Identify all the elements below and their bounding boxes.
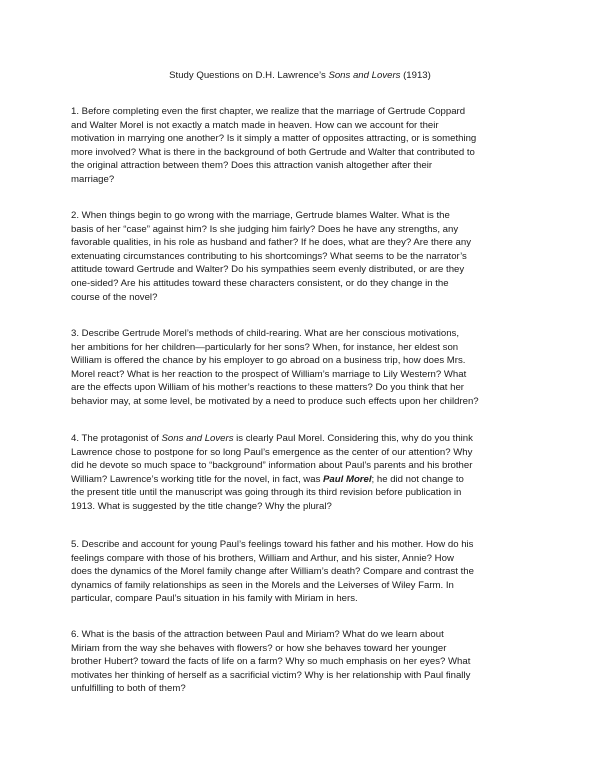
question-line: 1913. What is suggested by the title change? Why the plural? (71, 500, 332, 512)
question-line: behavior may, at some level, be motivated by a need to produce such effects upon her children? (71, 395, 479, 407)
question-line: course of the novel? (71, 291, 158, 303)
q4-line4-end: ; he did not change to (371, 473, 464, 485)
question-line: Lawrence chose to postpone for so long Paul’s emergence as the center of our attention? Why (71, 446, 473, 458)
question-line: 2. When things begin to go wrong with the marriage, Gertrude blames Walter. What is the (71, 210, 450, 221)
question-6 (71, 628, 541, 696)
question-5 (71, 538, 541, 606)
question-line: Morel react? What is her reaction to the prospect of William’s marriage to Lily Western? What (71, 368, 467, 380)
title-suffix: (1913) (400, 70, 431, 81)
q4-book-title: Sons and Lovers (161, 433, 234, 444)
question-4 (71, 432, 541, 514)
question-line: attitude toward Gertrude and Walter? Do his sympathies seem evenly distributed, or are they (71, 264, 465, 276)
q4-line4-start: William? Lawrence’s working title for the novel, in fact, was (71, 473, 324, 485)
question-3 (71, 327, 541, 409)
title-book: Sons and Lovers (328, 70, 401, 81)
question-line: and Walter Morel is not exactly a match made in heaven. How can we account for their (71, 119, 439, 131)
question-line (71, 473, 541, 487)
question-2 (71, 209, 541, 304)
question-line: motivation in marrying one another? Is it simply a matter of opposites attracting, or is something (71, 133, 477, 145)
question-line: the present title until the manuscript was going through its third revision before publication in (71, 487, 462, 499)
question-line: 3. Describe Gertrude Morel’s methods of child-rearing. What are her conscious motivations, (71, 328, 460, 339)
question-line: extenuating circumstances contributing to his shortcomings? What seems to be the narrator’s (71, 250, 467, 262)
question-line (71, 432, 541, 446)
page-title (0, 70, 600, 82)
question-line: Miriam from the way she behaves with flowers? or how she behaves toward her younger (71, 642, 447, 654)
question-line: motivates her thinking of herself as a sacrificial victim? Why is her relationship with Paul finally (71, 669, 471, 681)
question-line: brother Hubert? toward the facts of life on a farm? Why so much emphasis on her eyes? What (71, 656, 471, 668)
question-line: one-sided? Are his attitudes toward these characters consistent, or do they change in the (71, 277, 449, 289)
question-line: 6. What is the basis of the attraction between Paul and Miriam? What do we learn about (71, 629, 444, 640)
title-prefix: Study Questions on D.H. Lawrence’s (169, 70, 329, 81)
question-line: basis of her “case” against him? Is she judging him fairly? Does he have any strengths, any (71, 223, 459, 235)
question-line: unfulfilling to both of them? (71, 683, 186, 695)
question-line: does the dynamics of the Morel family change after William’s death? Compare and contrast the (71, 566, 474, 578)
q4-line1-start: 4. The protagonist of (71, 433, 162, 444)
question-line: favorable qualities, in his role as husband and father? If he does, what are they? Are there any (71, 237, 471, 249)
question-line: are the effects upon William of his mother’s reactions to these matters? Do you think that her (71, 382, 465, 394)
question-1 (71, 105, 541, 187)
question-line: 1. Before completing even the first chapter, we realize that the marriage of Gertrude Coppard (71, 106, 466, 117)
question-line: 5. Describe and account for young Paul’s feelings toward his father and his mother. How do his (71, 539, 474, 550)
question-line: more involved? What is there in the background of both Gertrude and Walter that contributed to (71, 146, 475, 158)
q4-line1-end: is clearly Paul Morel. Considering this, why do you think (233, 433, 473, 444)
question-line: dynamics of family relationships as seen in the Morels and the Leiverses of Wiley Farm. In (71, 579, 454, 591)
question-line: William is offered the chance by his employer to go abroad on a business trip, how does Mrs. (71, 355, 466, 367)
question-line: feelings compare with those of his brothers, William and Arthur, and his sister, Annie? How (71, 552, 454, 564)
question-line: her ambitions for her children—particularly for her sons? When, for instance, her eldest son (71, 341, 459, 353)
question-line: did he devote so much space to “background” information about Paul’s parents and his brother (71, 460, 473, 472)
question-line: the original attraction between them? Does this attraction vanish altogether after their (71, 160, 433, 172)
question-line: marriage? (71, 173, 115, 185)
q4-working-title: Paul Morel (323, 473, 372, 485)
question-line: particular, compare Paul’s situation in his family with Miriam in hers. (71, 593, 358, 605)
